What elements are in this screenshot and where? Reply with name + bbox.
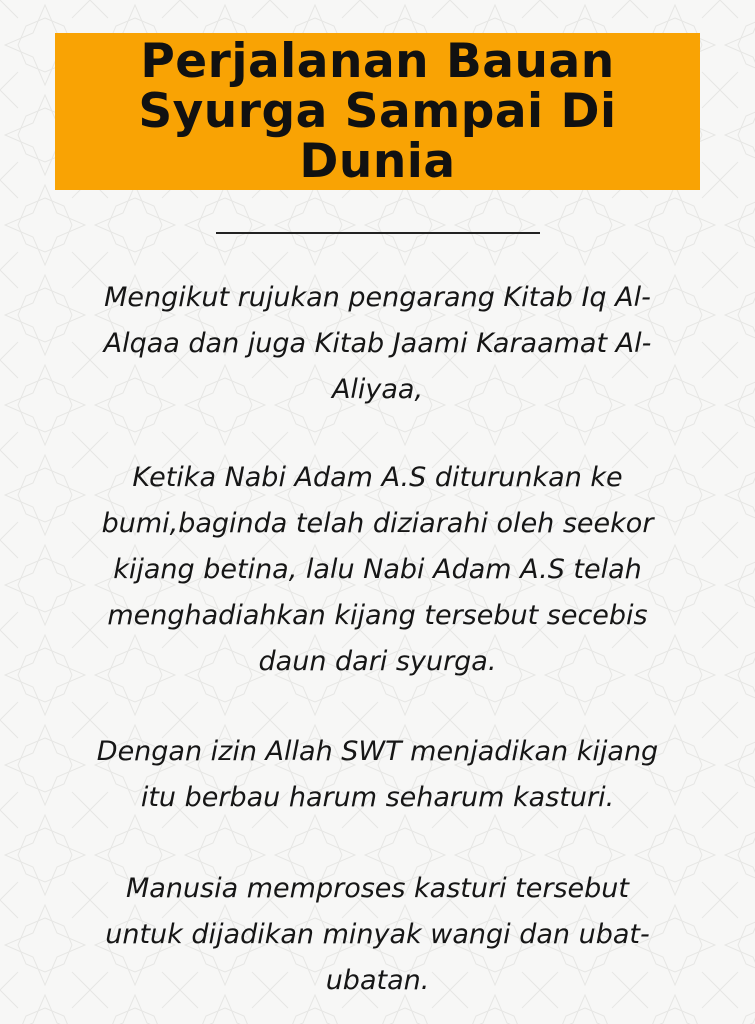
paragraph-2-line-3: kijang betina, lalu Nabi Adam A.S telah [113,554,642,585]
title-banner [55,33,700,190]
paragraph-4-line-3: ubatan. [325,965,430,996]
title-divider [216,232,540,234]
title-line-2: Syurga Sampai Di [138,84,617,139]
paragraph-4 [30,866,725,1004]
paragraph-4-line-2: untuk dijadikan minyak wangi dan ubat- [105,919,650,950]
paragraph-3 [30,729,725,821]
paragraph-3-line-2: itu berbau harum seharum kasturi. [140,782,615,813]
paragraph-1-line-3: Aliyaa, [331,374,424,405]
paragraph-4-line-1: Manusia memproses kasturi tersebut [125,873,629,904]
paragraph-2-line-4: menghadiahkan kijang tersebut secebis [107,600,648,631]
title-line-1: Perjalanan Bauan [140,34,615,89]
paragraph-1-line-1: Mengikut rujukan pengarang Kitab Iq Al- [104,282,651,313]
paragraph-2-line-2: bumi,baginda telah diziarahi oleh seekor [101,508,654,539]
title-line-3: Dunia [299,134,456,189]
paragraph-3-line-1: Dengan izin Allah SWT menjadikan kijang [96,736,659,767]
paragraph-2-line-1: Ketika Nabi Adam A.S diturunkan ke [132,462,623,493]
paragraph-1 [30,275,725,413]
paragraph-1-line-2: Alqaa dan juga Kitab Jaami Karaamat Al- [103,328,652,359]
paragraph-2 [30,455,725,685]
paragraph-2-line-5: daun dari syurga. [258,646,497,677]
